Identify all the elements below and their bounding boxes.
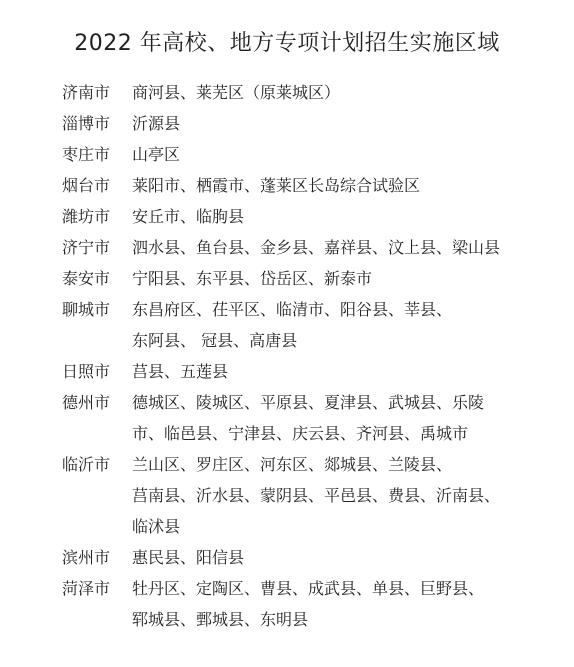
county-list (132, 542, 562, 573)
county-line: 市、临邑县、宁津县、庆云县、齐河县、禹城市 (132, 424, 469, 443)
county-list (132, 170, 562, 201)
city-name: 菏泽市 (62, 579, 111, 598)
region-row (62, 449, 562, 542)
county-line: 惠民县、阳信县 (132, 548, 245, 567)
city-name: 德州市 (62, 393, 111, 412)
county-list (132, 294, 562, 356)
county-line: 莱阳市、栖霞市、蓬莱区长岛综合试验区 (132, 176, 421, 195)
city-name: 枣庄市 (62, 145, 111, 164)
region-row (62, 263, 562, 294)
city-name: 日照市 (62, 362, 111, 381)
county-list (132, 387, 562, 449)
county-list (132, 449, 562, 542)
region-row (62, 77, 562, 108)
city-name: 潍坊市 (62, 207, 111, 226)
county-list (132, 232, 562, 263)
region-row (62, 356, 562, 387)
region-list (62, 77, 562, 635)
city-name: 烟台市 (62, 176, 111, 195)
county-line: 山亭区 (132, 145, 181, 164)
county-line: 兰山区、罗庄区、河东区、郯城县、兰陵县、 (132, 455, 453, 474)
county-line: 德城区、陵城区、平原县、夏津县、武城县、乐陵 (132, 393, 485, 412)
county-line: 临沭县 (132, 517, 181, 536)
county-line: 东昌府区、茌平区、临清市、阳谷县、莘县、 (132, 300, 453, 319)
region-row (62, 294, 562, 356)
county-list (132, 108, 562, 139)
county-line: 莒南县、沂水县、蒙阴县、平邑县、费县、沂南县、 (132, 486, 501, 505)
county-line: 牡丹区、定陶区、曹县、成武县、单县、巨野县、 (132, 579, 485, 598)
county-line: 郓城县、鄄城县、东明县 (132, 610, 309, 629)
city-name: 泰安市 (62, 269, 111, 288)
city-name: 临沂市 (62, 455, 111, 474)
county-list (132, 356, 562, 387)
county-line: 宁阳县、东平县、岱岳区、新泰市 (132, 269, 373, 288)
county-line: 东阿县、 冠县、高唐县 (132, 331, 298, 350)
city-name: 济南市 (62, 83, 111, 102)
city-name: 滨州市 (62, 548, 111, 567)
region-row (62, 542, 562, 573)
county-list (132, 139, 562, 170)
region-row (62, 387, 562, 449)
county-list (132, 201, 562, 232)
region-row (62, 108, 562, 139)
city-name: 聊城市 (62, 300, 111, 319)
page-title: 2022 年高校、地方专项计划招生实施区域 (74, 31, 500, 56)
county-list (132, 573, 562, 635)
city-name: 淄博市 (62, 114, 111, 133)
region-row (62, 232, 562, 263)
county-line: 商河县、莱芜区（原莱城区） (132, 83, 341, 102)
city-name: 济宁市 (62, 238, 111, 257)
county-line: 安丘市、临朐县 (132, 207, 245, 226)
region-row (62, 170, 562, 201)
county-line: 沂源县 (132, 114, 181, 133)
region-row (62, 573, 562, 635)
county-list (132, 77, 562, 108)
county-line: 莒县、五莲县 (132, 362, 229, 381)
region-row (62, 201, 562, 232)
county-list (132, 263, 562, 294)
county-line: 泗水县、鱼台县、金乡县、嘉祥县、汶上县、梁山县 (132, 238, 501, 257)
region-row (62, 139, 562, 170)
